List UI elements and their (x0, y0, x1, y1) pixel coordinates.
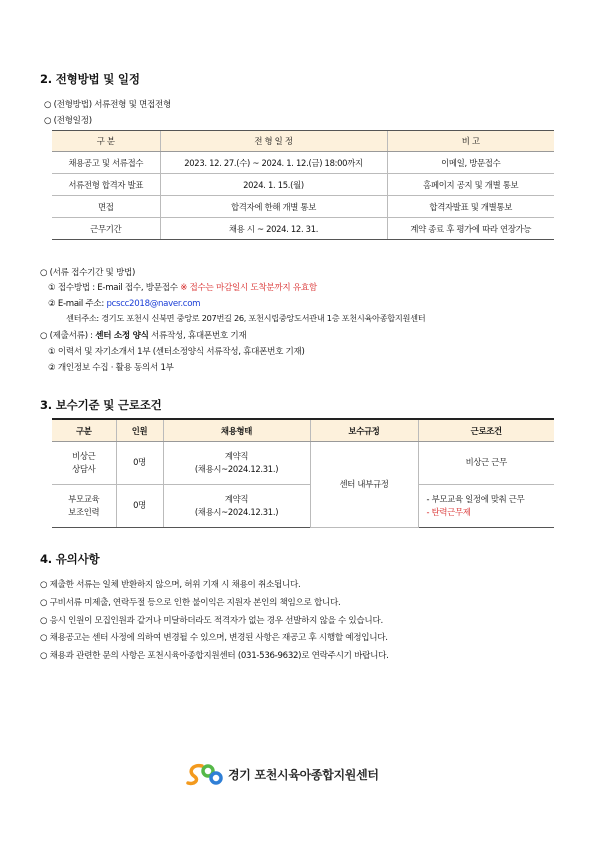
table-cell: 2023. 12. 27.(수) ~ 2024. 1. 12.(금) 18:00까지 (160, 152, 387, 174)
center-logo-icon (186, 762, 224, 786)
table-cell: 합격자에 한해 개별 통보 (160, 196, 387, 218)
notice-item: ○ 채용공고는 센터 사정에 의하여 변경될 수 있으며, 변경된 사항은 재공고 후 시행할 예정입니다. (40, 633, 388, 643)
col-header-note: 비 고 (387, 131, 554, 152)
table-cell-type: 비상근 상담사 (52, 442, 116, 485)
docs-line (40, 329, 246, 341)
center-address: 센터주소: 경기도 포천시 신북면 중앙로 207번길 26, 포천시립중앙도서관내 1층 포천시육아종합지원센터 (66, 313, 426, 323)
table-cell-type: 부모교육 보조인력 (52, 485, 116, 528)
table-row (52, 442, 554, 485)
table-row (52, 152, 554, 174)
section4-title: 4. 유의사항 (40, 552, 100, 566)
method-line: ○ (전형방법) 서류전형 및 면접전형 (44, 100, 172, 110)
table-cell: 이메일, 방문접수 (387, 152, 554, 174)
table-cell: 근무기간 (52, 218, 160, 240)
table-cell-condition: 비상근 근무 (418, 442, 554, 485)
schedule-label: ○ (전형일정) (44, 116, 92, 126)
pay-table (52, 418, 554, 528)
col-header-category: 구 분 (52, 131, 160, 152)
table-cell: 2024. 1. 15.(월) (160, 174, 387, 196)
docs-prefix: ○ (제출서류) : (40, 331, 96, 341)
notice-item: ○ 채용과 관련한 문의 사항은 포천시육아종합지원센터 (031-536-9632)로 연락주시기 바랍니다. (40, 651, 389, 661)
doc-item-1: ① 이력서 및 자기소개서 1부 (센터소정양식 서류작성, 휴대폰번호 기재) (48, 347, 305, 357)
notice-item: ○ 구비서류 미제출, 연락두절 등으로 인한 불이익은 지원자 본인의 책임으로 합니다. (40, 598, 341, 608)
email-line (48, 297, 200, 309)
docs-suffix: 서류작성, 휴대폰번호 기재 (148, 331, 247, 341)
table-row (52, 174, 554, 196)
apply-period-label: ○ (서류 접수기간 및 방법) (40, 268, 136, 278)
table-cell-pay: 센터 내부규정 (310, 442, 418, 528)
table-cell: 합격자발표 및 개별통보 (387, 196, 554, 218)
col-header-condition: 근로조건 (418, 419, 554, 442)
table-cell-count: 0명 (116, 485, 163, 528)
col-header-form: 채용형태 (163, 419, 310, 442)
notice-item: ○ 응시 인원이 모집인원과 같거나 미달하더라도 적격자가 없는 경우 선발하지 않을 수 있습니다. (40, 616, 383, 626)
section3-title: 3. 보수기준 및 근로조건 (40, 398, 162, 412)
col-header-schedule: 전 형 일 정 (160, 131, 387, 152)
col-header-pay: 보수규정 (310, 419, 418, 442)
email-link[interactable]: pcscc2018@naver.com (106, 299, 201, 309)
table-cell-form: 계약직 (채용시~2024.12.31.) (163, 442, 310, 485)
table-cell-condition: - 부모교육 일정에 맞춰 근무 - 탄력근무제 (418, 485, 554, 528)
email-label: ② E-mail 주소: (48, 299, 107, 309)
table-cell: 서류전형 합격자 발표 (52, 174, 160, 196)
col-header-count: 인원 (116, 419, 163, 442)
table-cell: 채용공고 및 서류접수 (52, 152, 160, 174)
section2-title: 2. 전형방법 및 일정 (40, 72, 140, 86)
apply-method-main: ① 접수방법 : E-mail 접수, 방문접수 (48, 283, 181, 293)
notice-item: ○ 제출한 서류는 일체 반환하지 않으며, 허위 기재 시 채용이 취소됩니다. (40, 580, 301, 590)
table-cell: 계약 종료 후 평가에 따라 연장가능 (387, 218, 554, 240)
table-cell: 채용 시 ~ 2024. 12. 31. (160, 218, 387, 240)
col-header-type: 구분 (52, 419, 116, 442)
apply-method-note: ※ 접수는 마감일시 도착분까지 유효함 (180, 283, 317, 293)
table-row (52, 485, 554, 528)
table-header-row (52, 131, 554, 152)
table-cell-count: 0명 (116, 442, 163, 485)
docs-bold: 센터 소정 양식 (95, 331, 149, 341)
footer (186, 762, 379, 786)
apply-method-line (48, 281, 317, 293)
table-cell: 면접 (52, 196, 160, 218)
doc-item-2: ② 개인정보 수집 · 활용 동의서 1부 (48, 363, 174, 373)
table-cell-form: 계약직 (채용시~2024.12.31.) (163, 485, 310, 528)
table-row (52, 196, 554, 218)
table-row (52, 218, 554, 240)
table-header-row (52, 419, 554, 442)
table-cell: 홈페이지 공지 및 개별 통보 (387, 174, 554, 196)
org-name: 경기 포천시육아종합지원센터 (228, 767, 379, 782)
schedule-table (52, 130, 554, 240)
